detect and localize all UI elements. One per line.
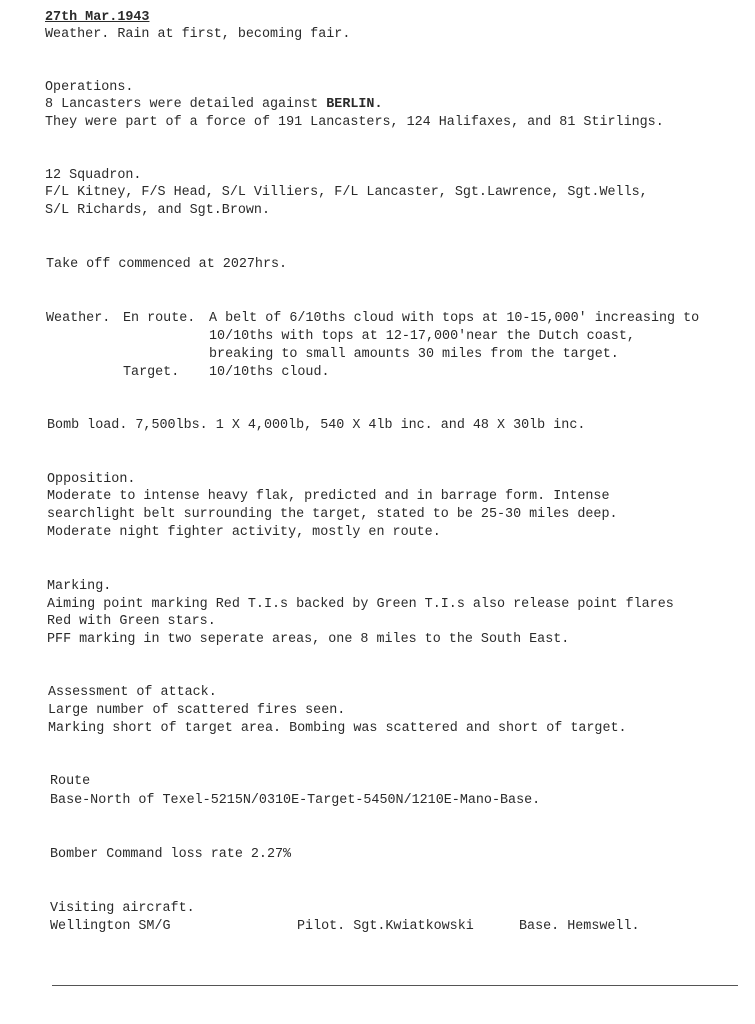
operations-line-1 bbox=[45, 96, 383, 114]
opposition-line-3: Moderate night fighter activity, mostly en route. bbox=[47, 525, 441, 540]
squadron-heading: 12 Squadron. bbox=[45, 168, 142, 183]
loss-rate: Bomber Command loss rate 2.27% bbox=[50, 847, 292, 862]
marking-heading: Marking. bbox=[47, 579, 112, 594]
operations-target: BERLIN. bbox=[326, 97, 383, 112]
visiting-base: Base. Hemswell. bbox=[519, 919, 640, 934]
weather-summary: Weather. Rain at first, becoming fair. bbox=[45, 27, 351, 42]
visiting-aircraft: Wellington SM/G bbox=[50, 919, 171, 934]
weather-target-text: 10/10ths cloud. bbox=[209, 365, 330, 380]
weather-label: Weather. bbox=[46, 311, 111, 326]
operations-line-2: They were part of a force of 191 Lancasters, 124 Halifaxes, and 81 Stirlings. bbox=[45, 115, 664, 130]
marking-line-3: PFF marking in two seperate areas, one 8 miles to the South East. bbox=[47, 632, 570, 647]
assessment-line-2: Marking short of target area. Bombing was scattered and short of target. bbox=[48, 721, 627, 736]
squadron-crew-line-2: S/L Richards, and Sgt.Brown. bbox=[45, 203, 270, 218]
weather-target-label: Target. bbox=[123, 365, 180, 380]
operations-heading: Operations. bbox=[45, 80, 134, 95]
weather-en-route-line-2: 10/10ths with tops at 12-17,000'near the Dutch coast, bbox=[209, 329, 635, 344]
bomb-load: Bomb load. 7,500lbs. 1 X 4,000lb, 540 X 4lb inc. and 48 X 30lb inc. bbox=[47, 418, 586, 433]
weather-en-route-label: En route. bbox=[123, 311, 196, 326]
squadron-crew-line-1: F/L Kitney, F/S Head, S/L Villiers, F/L Lancaster, Sgt.Lawrence, Sgt.Wells, bbox=[45, 185, 648, 200]
operations-detail: 8 Lancasters were detailed against bbox=[45, 97, 327, 112]
opposition-line-1: Moderate to intense heavy flak, predicted and in barrage form. Intense bbox=[47, 489, 610, 504]
visiting-pilot: Pilot. Sgt.Kwiatkowski bbox=[297, 919, 474, 934]
visiting-heading: Visiting aircraft. bbox=[50, 901, 195, 916]
log-date: 27th Mar.1943 bbox=[45, 10, 150, 25]
bottom-rule bbox=[52, 985, 738, 986]
weather-en-route-line-3: breaking to small amounts 30 miles from the target. bbox=[209, 347, 619, 362]
route-text: Base-North of Texel-5215N/0310E-Target-5450N/1210E-Mano-Base. bbox=[50, 793, 541, 808]
opposition-line-2: searchlight belt surrounding the target, stated to be 25-30 miles deep. bbox=[47, 507, 618, 522]
assessment-heading: Assessment of attack. bbox=[48, 685, 217, 700]
opposition-heading: Opposition. bbox=[47, 472, 136, 487]
route-heading: Route bbox=[50, 774, 91, 789]
assessment-line-1: Large number of scattered fires seen. bbox=[48, 703, 346, 718]
weather-en-route-line-1: A belt of 6/10ths cloud with tops at 10-15,000' increasing to bbox=[209, 311, 700, 326]
marking-line-1: Aiming point marking Red T.I.s backed by Green T.I.s also release point flares bbox=[47, 597, 674, 612]
marking-line-2: Red with Green stars. bbox=[47, 614, 216, 629]
takeoff-time: Take off commenced at 2027hrs. bbox=[46, 257, 288, 272]
